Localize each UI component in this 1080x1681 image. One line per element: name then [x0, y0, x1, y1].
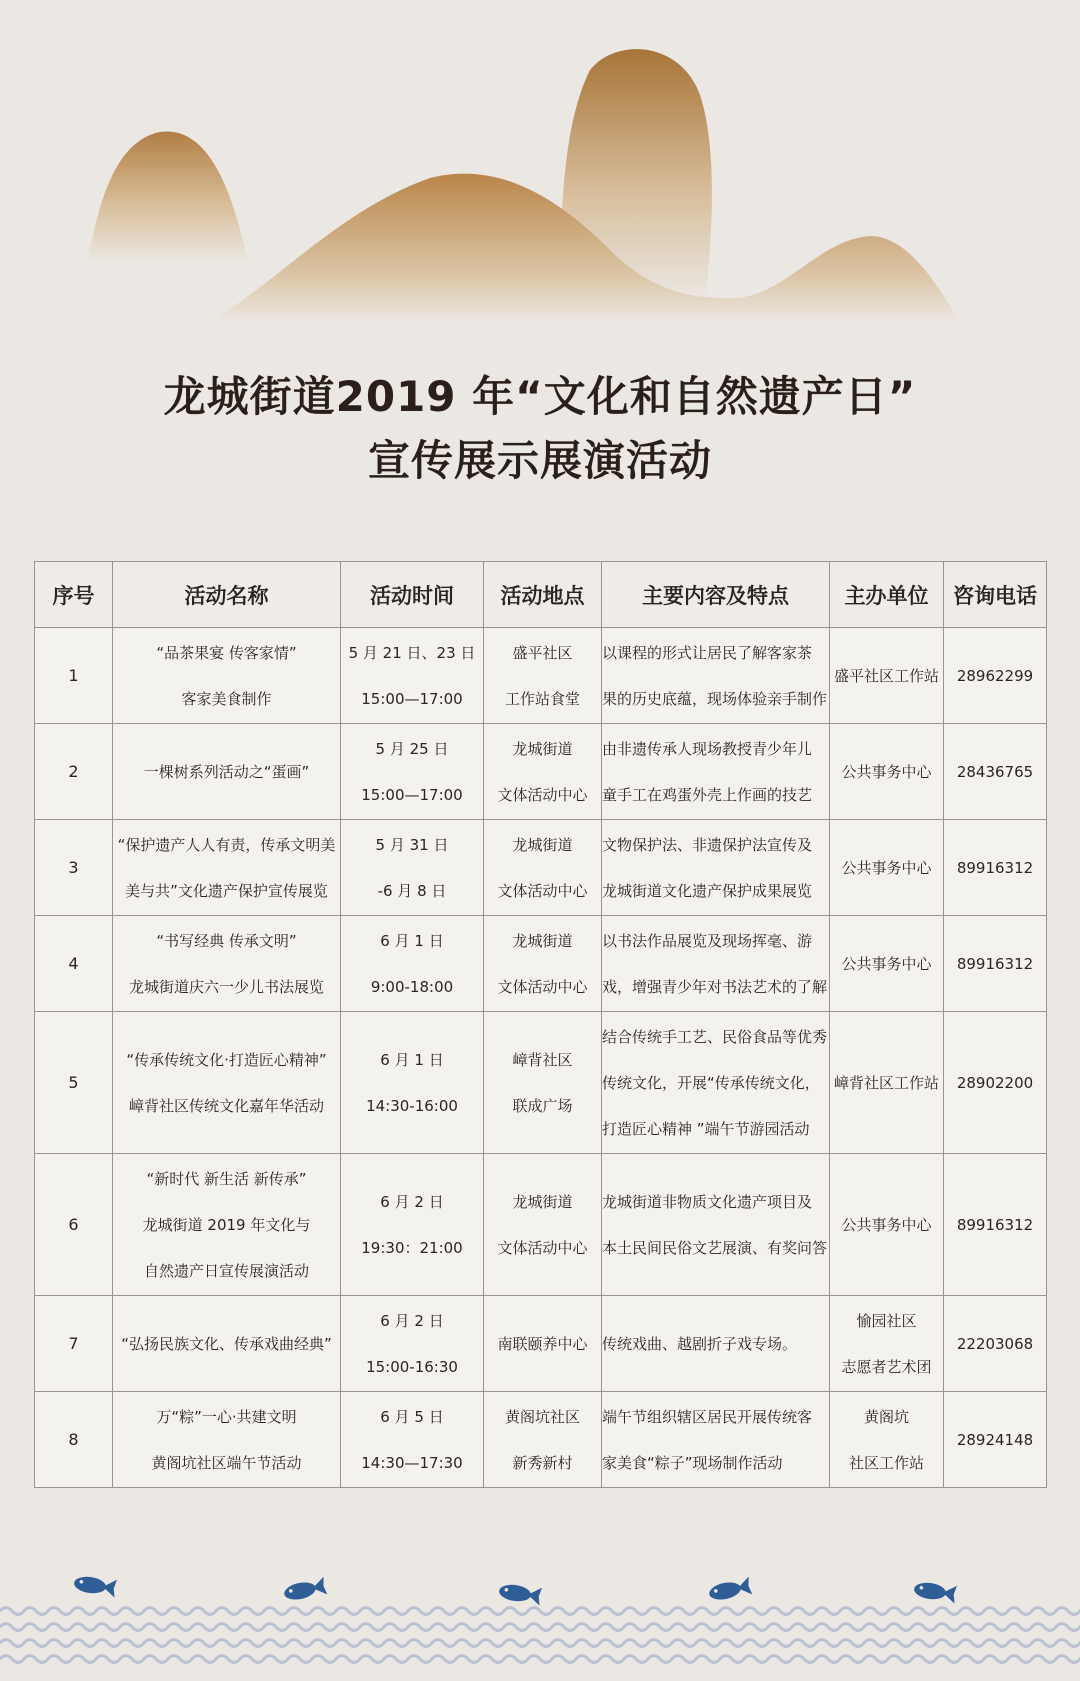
page-title: 龙城街道2019 年“文化和自然遗产日”	[163, 372, 917, 421]
cell-activity-content	[602, 1154, 830, 1296]
wave-fish-footer	[0, 1555, 1080, 1681]
cell-activity-name-line: “传承传统文化·打造匠心精神”	[126, 1050, 327, 1069]
cell-index: 2	[35, 724, 113, 820]
cell-activity-place-line: 盛平社区	[512, 643, 573, 662]
header-index: 序号	[35, 562, 113, 628]
cell-activity-content-line: 结合传统手工艺、民俗食品等优秀	[602, 1027, 828, 1046]
cell-host-line: 黄阁坑	[863, 1407, 909, 1426]
cell-activity-name-line: 龙城街道 2019 年文化与	[142, 1215, 311, 1234]
cell-host	[830, 1296, 944, 1392]
cell-activity-content	[602, 724, 830, 820]
cell-activity-content-line: 家美食“粽子”现场制作活动	[602, 1453, 783, 1472]
cell-index: 1	[35, 628, 113, 724]
cell-activity-name	[113, 628, 341, 724]
cell-activity-time	[341, 1392, 484, 1488]
cell-activity-content-line: 传统文化，开展“传承传统文化，	[602, 1073, 820, 1092]
cell-phone: 28902200	[944, 1012, 1047, 1154]
cell-phone: 28924148	[944, 1392, 1047, 1488]
cell-activity-place-line: 龙城街道	[512, 835, 573, 854]
cell-host-line: 嶂背社区工作站	[833, 1073, 939, 1092]
cell-activity-time-line: 14:30-16:00	[366, 1096, 458, 1115]
cell-phone: 22203068	[944, 1296, 1047, 1392]
cell-activity-content-line: 龙城街道非物质文化遗产项目及	[602, 1192, 813, 1211]
cell-activity-time	[341, 724, 484, 820]
title-block	[0, 365, 1080, 493]
cell-host-line: 社区工作站	[848, 1453, 924, 1472]
cell-activity-time-line: 19:30：21:00	[361, 1238, 463, 1257]
cell-activity-place-line: 工作站食堂	[504, 689, 580, 708]
cell-activity-content-line: 本土民间民俗文艺展演、有奖问答	[602, 1238, 828, 1257]
table-row	[35, 1012, 1047, 1154]
cell-activity-place-line: 嶂背社区	[512, 1050, 573, 1069]
cell-activity-time	[341, 820, 484, 916]
cell-activity-name-line: 客家美食制作	[181, 689, 272, 708]
cell-activity-name	[113, 724, 341, 820]
cell-activity-name	[113, 820, 341, 916]
cell-activity-time-line: 6 月 1 日	[380, 931, 444, 950]
table-row	[35, 724, 1047, 820]
cell-activity-name	[113, 1392, 341, 1488]
table-header-row	[35, 562, 1047, 628]
cell-activity-place	[484, 1154, 602, 1296]
cell-activity-content-line: 以课程的形式让居民了解客家茶	[602, 643, 813, 662]
cell-activity-place-line: 龙城街道	[512, 931, 573, 950]
cell-activity-place-line: 南联颐养中心	[497, 1334, 588, 1353]
cell-activity-place	[484, 628, 602, 724]
cell-activity-content	[602, 1012, 830, 1154]
cell-activity-name	[113, 1012, 341, 1154]
wave-line	[0, 1608, 1080, 1615]
cell-activity-content	[602, 628, 830, 724]
wave-line	[0, 1624, 1080, 1631]
cell-activity-place-line: 文体活动中心	[497, 881, 588, 900]
cell-phone: 89916312	[944, 916, 1047, 1012]
table-row	[35, 916, 1047, 1012]
table-row	[35, 628, 1047, 724]
cell-activity-content	[602, 1296, 830, 1392]
cell-host-line: 公共事务中心	[841, 954, 932, 973]
cell-activity-name	[113, 916, 341, 1012]
cell-host	[830, 1154, 944, 1296]
fish-icon	[913, 1580, 957, 1604]
cell-activity-content-line: 打造匠心精神 ”端午节游园活动	[602, 1119, 810, 1138]
cell-activity-content-line: 童手工在鸡蛋外壳上作画的技艺	[602, 785, 813, 804]
cell-activity-place	[484, 820, 602, 916]
table-body	[35, 628, 1047, 1488]
cell-activity-content	[602, 1392, 830, 1488]
cell-activity-place-line: 文体活动中心	[497, 1238, 588, 1257]
cell-activity-place-line: 龙城街道	[512, 1192, 573, 1211]
cell-activity-name	[113, 1296, 341, 1392]
cell-activity-content-line: 由非遗传承人现场教授青少年儿	[602, 739, 813, 758]
cell-host-line: 公共事务中心	[841, 858, 932, 877]
cell-phone: 89916312	[944, 1154, 1047, 1296]
cell-activity-name-line: 美与共”文化遗产保护宣传展览	[125, 881, 328, 900]
cell-phone: 89916312	[944, 820, 1047, 916]
activity-table	[34, 561, 1047, 1488]
cell-activity-place-line: 新秀新村	[512, 1453, 573, 1472]
cell-activity-content-line: 戏，增强青少年对书法艺术的了解	[602, 977, 828, 996]
cell-host	[830, 916, 944, 1012]
cell-activity-time	[341, 628, 484, 724]
cell-index: 6	[35, 1154, 113, 1296]
cell-activity-time	[341, 1154, 484, 1296]
header-place: 活动地点	[484, 562, 602, 628]
table-row	[35, 820, 1047, 916]
cell-activity-content-line: 文物保护法、非遗保护法宣传及	[602, 835, 813, 854]
cell-activity-name-line: 龙城街道庆六一少儿书法展览	[128, 977, 324, 996]
cell-activity-time-line: 9:00-18:00	[370, 977, 454, 996]
cell-phone: 28436765	[944, 724, 1047, 820]
cell-activity-name-line: “弘扬民族文化、传承戏曲经典”	[121, 1334, 332, 1353]
fish-icon	[282, 1577, 327, 1603]
cell-activity-time-line: 6 月 1 日	[380, 1050, 444, 1069]
cell-activity-place	[484, 1296, 602, 1392]
cell-index: 3	[35, 820, 113, 916]
cell-activity-time	[341, 1296, 484, 1392]
cell-activity-content-line: 龙城街道文化遗产保护成果展览	[602, 881, 813, 900]
cell-host	[830, 724, 944, 820]
cell-activity-name-line: 万“粽”一心·共建文明	[156, 1407, 297, 1426]
cell-activity-place-line: 黄阁坑社区	[504, 1407, 580, 1426]
cell-host	[830, 1392, 944, 1488]
cell-activity-content-line: 端午节组织辖区居民开展传统客	[602, 1407, 813, 1426]
table-row	[35, 1154, 1047, 1296]
cell-activity-time-line: 5 月 21 日、23 日	[348, 643, 476, 662]
cell-index: 7	[35, 1296, 113, 1392]
cell-activity-time-line: 5 月 31 日	[375, 835, 449, 854]
cell-activity-time-line: -6 月 8 日	[377, 881, 447, 900]
fish-icon	[707, 1577, 752, 1603]
cell-activity-time-line: 15:00—17:00	[361, 785, 463, 804]
cell-activity-place	[484, 1012, 602, 1154]
cell-activity-place	[484, 1392, 602, 1488]
header-content: 主要内容及特点	[602, 562, 830, 628]
cell-activity-content-line: 传统戏曲、越剧折子戏专场。	[602, 1334, 798, 1353]
wave-line	[0, 1656, 1080, 1663]
cell-activity-name-line: “新时代 新生活 新传承”	[146, 1169, 307, 1188]
cell-activity-time-line: 14:30—17:30	[361, 1453, 463, 1472]
table-row	[35, 1296, 1047, 1392]
mountain-peak-left	[88, 132, 248, 262]
cell-index: 8	[35, 1392, 113, 1488]
cell-index: 4	[35, 916, 113, 1012]
cell-activity-name-line: “保护遗产人人有责，传承文明美	[117, 835, 336, 854]
cell-activity-name-line: “品茶果宴 传客家情”	[156, 643, 297, 662]
cell-host	[830, 628, 944, 724]
cell-activity-name-line: 嶂背社区传统文化嘉年华活动	[128, 1096, 324, 1115]
cell-phone: 28962299	[944, 628, 1047, 724]
cell-activity-name	[113, 1154, 341, 1296]
cell-activity-content	[602, 820, 830, 916]
cell-activity-name-line: “书写经典 传承文明”	[156, 931, 297, 950]
cell-host-line: 愉园社区	[856, 1311, 917, 1330]
cell-activity-place	[484, 916, 602, 1012]
cell-activity-time-line: 6 月 2 日	[380, 1192, 444, 1211]
cell-activity-time-line: 6 月 2 日	[380, 1311, 444, 1330]
cell-activity-time	[341, 1012, 484, 1154]
cell-activity-place-line: 龙城街道	[512, 739, 573, 758]
cell-host-line: 盛平社区工作站	[833, 666, 939, 685]
header-phone: 咨询电话	[944, 562, 1047, 628]
wave-line	[0, 1640, 1080, 1647]
cell-activity-place-line: 文体活动中心	[497, 977, 588, 996]
cell-activity-name-line: 自然遗产日宣传展演活动	[143, 1261, 309, 1280]
cell-activity-time-line: 6 月 5 日	[380, 1407, 444, 1426]
cell-activity-time-line: 5 月 25 日	[375, 739, 449, 758]
page-subtitle: 宣传展示展演活动	[367, 436, 712, 485]
cell-host-line: 公共事务中心	[841, 762, 932, 781]
cell-host	[830, 820, 944, 916]
cell-activity-content	[602, 916, 830, 1012]
fish-icon	[73, 1574, 117, 1598]
cell-activity-content-line: 果的历史底蕴，现场体验亲手制作	[602, 689, 828, 708]
cell-activity-content-line: 以书法作品展览及现场挥毫、游	[602, 931, 813, 950]
cell-activity-place	[484, 724, 602, 820]
cell-host-line: 志愿者艺术团	[841, 1357, 932, 1376]
header-time: 活动时间	[341, 562, 484, 628]
header-host: 主办单位	[830, 562, 944, 628]
activity-table-wrap	[34, 561, 1046, 1488]
mountain-landscape	[0, 0, 1080, 350]
cell-activity-place-line: 联成广场	[512, 1096, 573, 1115]
cell-activity-time-line: 15:00—17:00	[361, 689, 463, 708]
cell-activity-place-line: 文体活动中心	[497, 785, 588, 804]
cell-activity-name-line: 一棵树系列活动之“蛋画”	[143, 762, 310, 781]
cell-activity-name-line: 黄阁坑社区端午节活动	[151, 1453, 302, 1472]
cell-index: 5	[35, 1012, 113, 1154]
cell-host	[830, 1012, 944, 1154]
header-name: 活动名称	[113, 562, 341, 628]
table-row	[35, 1392, 1047, 1488]
fish-icon	[498, 1582, 542, 1606]
cell-host-line: 公共事务中心	[841, 1215, 932, 1234]
cell-activity-time-line: 15:00-16:30	[366, 1357, 458, 1376]
cell-activity-time	[341, 916, 484, 1012]
